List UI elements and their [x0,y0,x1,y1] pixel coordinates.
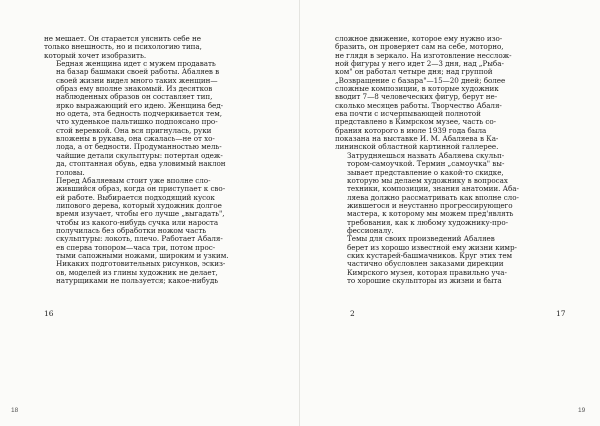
text-line: да, стоптанная обувь, едва уловимый наклон [56,160,226,169]
text-line: стой веревкой. Она вся пригнулась, руки [56,126,212,135]
text-line: частично обусловлен заказами дирекции [347,260,504,269]
text-line: тыми сапожными ножами, широким и узким. [56,251,229,260]
text-line: чтобы из какого-нибудь сучка или нароста [56,218,219,227]
text-line: наблюденных образов он составляет тип, [56,93,213,102]
text-line: Бедная женщина идет с мужем продавать [56,60,216,69]
paragraph [44,60,266,177]
text-line: вводит 7—8 человеческих фигур, берут не- [335,93,498,102]
text-line: но одета, эта бедность подчеркивается тем, [56,110,222,119]
text-line: ев сперва топором—часа три, потом прос- [56,243,216,252]
text-line: жившийся образ, когда он приступает к сво- [56,185,226,194]
text-line: которую мы делаем художнику в вопросах [347,176,508,185]
text-line: Темы для своих произведений Абаляев [347,235,495,244]
text-line: сколько месяцев работы. Творчество Абаля- [335,101,502,110]
left-scan-number: 18 [11,407,19,414]
text-line: своей жизни видел много таких женщин— [56,76,218,85]
right-page [300,0,600,426]
text-line: не мешает. Он старается уяснить себе не [44,35,201,43]
text-line: Кимрского музея, которая правильно уча- [347,268,507,277]
text-line: то хорошие скульпторы из жизни и быта [347,276,502,285]
text-line: что худенькое пальтишко подпоясано про- [56,118,218,127]
paragraph [335,235,557,285]
text-line: техники, композиции, знания анатомии. Аба- [347,185,519,194]
text-line: зывает представление о какой-то скидке, [347,168,504,177]
text-line: образ ему вполне знакомый. Из десятков [56,85,213,94]
text-line: головы. [56,168,85,177]
text-line: показана на выставке И. М. Абаляева в Ка- [335,135,499,144]
text-line: время изучает, чтобы его лучше „выгадать", [56,210,225,219]
text-line: чайшие детали скульптуры: потертая одеж- [56,151,223,160]
text-line: который хочет изобразить. [44,51,147,60]
text-line: ева почти с исчерпывающей полнотой [335,110,481,119]
signature-mark: 2 [350,309,355,318]
text-line: жившегося и неустанно прогрессирующего [347,201,513,210]
paragraph [44,35,266,60]
left-page-number: 16 [44,309,54,318]
text-line: не глядя в зеркало. На изготовление несслож- [335,51,512,60]
text-line: берет из хорошо известной ему жизни кимр- [347,243,517,252]
text-line: брания которого в июле 1939 года была [335,126,487,135]
text-line: Перед Абаляевым стоит уже вполне сло- [56,176,211,185]
text-line: тором-самоучкой. Термин „самоучка" вы- [347,160,505,169]
text-line: представлено в Кимрском музее, часть со- [335,118,497,127]
text-line: „Возвращение с базара"—15—20 дней; более [335,76,506,85]
text-line: ной фигуры у него идет 2—3 дня, над „Рыба- [335,60,504,69]
text-line: натурщиками не пользуется; какое-нибудь [56,276,219,285]
text-line: ских кустарей-башмачников. Круг этих тем [347,251,513,260]
text-line: лининской областной картинной галлерее. [335,143,499,152]
text-line: Затрудняешься назвать Абаляева скульп- [347,151,505,160]
right-scan-number: 19 [578,407,586,414]
left-text-column [44,35,266,285]
text-line: вложены в рукава, она сжалась—не от хо- [56,135,215,144]
paragraph [335,152,557,235]
text-line: сложные композиции, в которые художник [335,85,499,94]
text-line: ярко выражающий его идею. Женщина бед- [56,101,224,110]
text-line: ей работе. Выбирается подходящий кусок [56,193,215,202]
text-line: липового дерева, который художник долгое [56,201,222,210]
right-text-column [335,35,557,285]
text-line: фессионалу. [347,226,394,235]
text-line: получилась без обработки ножом часть [56,226,207,235]
text-line: Никаких подготовительных рисунков, эскиз- [56,260,226,269]
text-line: сложное движение, которое ему нужно изо- [335,35,503,43]
paragraph [335,35,557,152]
paragraph [44,177,266,285]
text-line: только внешность, но и психологию типа, [44,43,202,52]
text-line: на базар башмаки своей работы. Абаляев в [56,68,220,77]
text-line: лода, а от бедности. Продуманностью мель- [56,143,222,152]
text-line: требования, как к любому художнику-про- [347,218,508,227]
right-page-number: 17 [556,309,566,318]
text-line: ов, моделей из глины художник не делает, [56,268,218,277]
text-line: скульптуры: локоть, плечо. Работает Абаля- [56,235,223,244]
text-line: мастера, к которому мы можем пред'являть [347,210,514,219]
text-line: бразить, он проверяет сам на себе, моторно, [335,43,504,52]
text-line: ляева должно рассматривать как вполне сло- [347,193,519,202]
text-line: ком" он работал четыре дня; над группой [335,68,493,77]
